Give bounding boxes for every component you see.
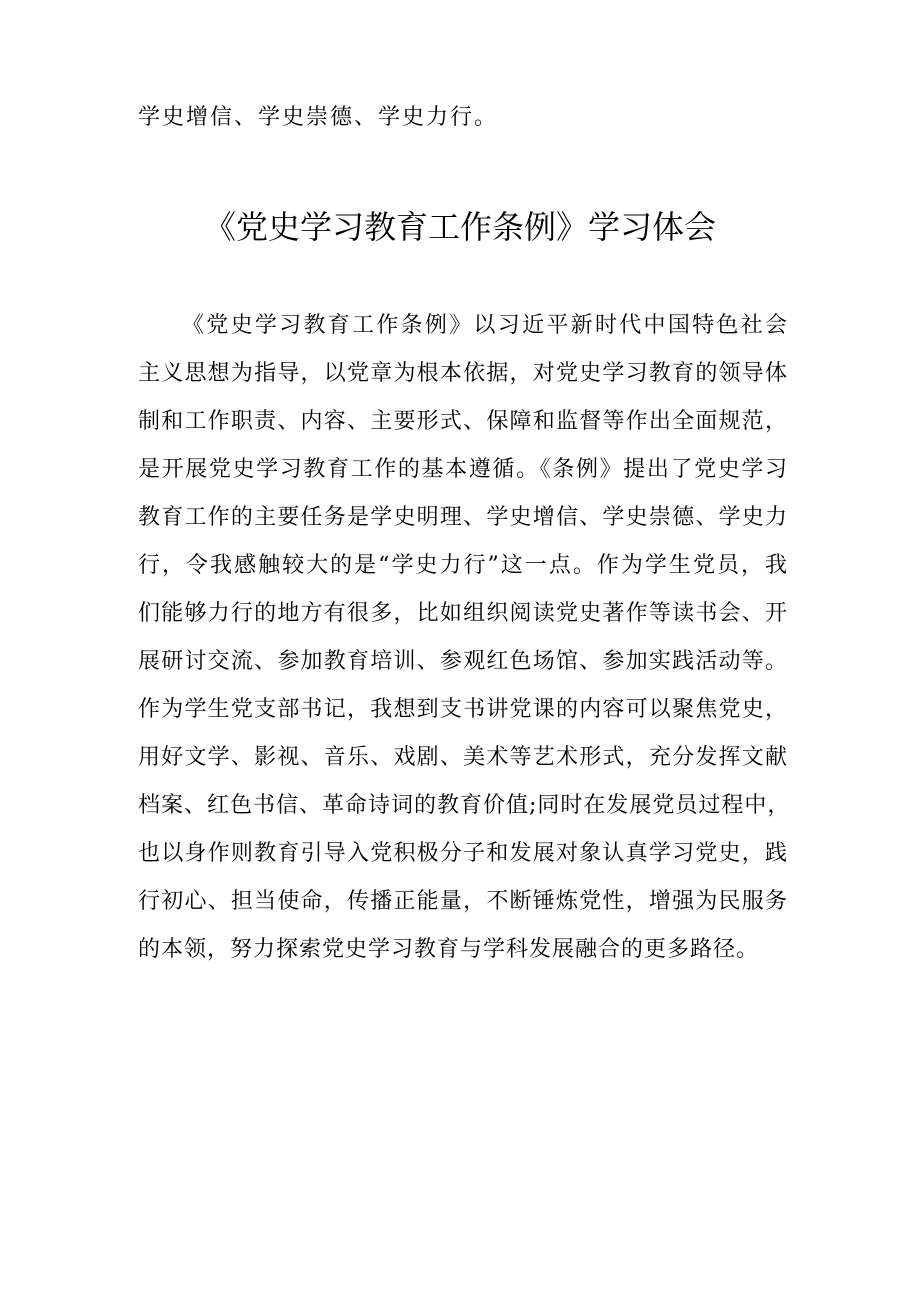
paragraph-line: 档案、红色书信、革命诗词的教育价值;同时在发展党员过程中，	[138, 793, 791, 818]
paragraph-line: 展研讨交流、参加教育培训、参观红色场馆、参加实践活动等。	[138, 649, 788, 674]
paragraph-line: 的本领，努力探索党史学习教育与学科发展融合的更多路径。	[138, 937, 760, 962]
body-paragraph	[138, 302, 791, 974]
continued-text-line: 学史增信、学史崇德、学史力行。	[138, 105, 499, 130]
paragraph-line: 们能够力行的地方有很多，比如组织阅读党史著作等读书会、开	[138, 601, 788, 626]
paragraph-line: 教育工作的主要任务是学史明理、学史增信、学史崇德、学史力	[138, 505, 788, 530]
paragraph-line: 行，令我感触较大的是“学史力行”这一点。作为学生党员，我	[138, 553, 788, 578]
paragraph-line: 是开展党史学习教育工作的基本遵循。《条例》提出了党史学习	[138, 457, 788, 482]
paragraph-line: 主义思想为指导，以党章为根本依据，对党史学习教育的领导体	[138, 361, 788, 386]
paragraph-line: 制和工作职责、内容、主要形式、保障和监督等作出全面规范，	[138, 409, 788, 434]
document-title: 《党史学习教育工作条例》学习体会	[203, 208, 716, 246]
paragraph-line: 用好文学、影视、音乐、戏剧、美术等艺术形式，充分发挥文献	[138, 745, 788, 770]
paragraph-line: 作为学生党支部书记，我想到支书讲党课的内容可以聚焦党史，	[138, 697, 788, 722]
paragraph-line: 《党史学习教育工作条例》以习近平新时代中国特色社会	[182, 313, 788, 338]
paragraph-line: 行初心、担当使命，传播正能量，不断锤炼党性，增强为民服务	[138, 889, 788, 914]
paragraph-line: 也以身作则教育引导入党积极分子和发展对象认真学习党史，践	[138, 841, 788, 866]
